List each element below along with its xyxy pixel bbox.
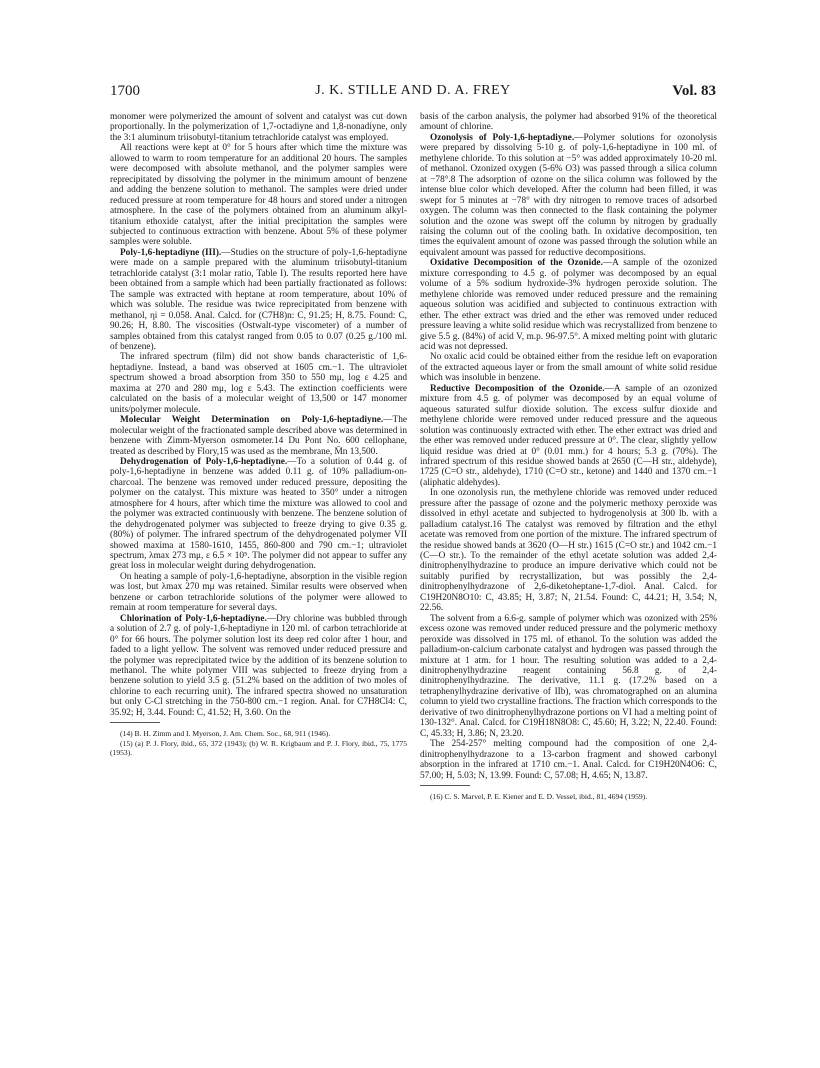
paragraph-text: —Dry chlorine was bubbled through a solution of 2.7 g. of poly-1,6-heptadiyne in 120 ml. of carbon tetrachloride at 0° for 66 hours. The polymer solution lost its deep red color after 1 hour, and faded to a light yellow. The solvent was removed under reduced pressure and the polymer was reprecipitated twice by the addition of its benzene solution to methanol. The white polymer VIII was subjected to freeze drying from a benzene solution to yield 3.5 g. (51.2% based on the addition of two moles of chlorine to each recurring unit). The infrared spectra showed no unsaturation but only C-Cl stretching in the 750-800 cm.−1 region. Anal. for C7H8Cl4: C, 35.92; H, 3.44. Found: C, 41.52; H, 3.60. On the	[110, 613, 407, 718]
page-number: 1700	[110, 83, 140, 99]
paragraph-text: —To a solution of 0.44 g. of poly-1,6-heptadiyne in benzene was added 0.11 g. of 10% palladium-on-charcoal. The benzene was removed under reduced pressure, depositing the polymer on the catalyst. This mixture was heated to 350° under a nitrogen atmosphere for 4 hours, after which time the mixture was allowed to cool and the polymer was extracted continuously with benzene. The benzene solution of the dehydrogenated polymer was subjected to freeze drying to give 0.35 g. (80%) of polymer. The infrared spectrum of the dehydrogenated polymer VII showed maxima at 1580-1610, 1455, 860-800 and 790 cm.−1; ultraviolet spectrum, λmax 273 mμ, ε 6.5 × 10⁵. The polymer did not appear to suffer any great loss in molecular weight during dehydrogenation.	[110, 456, 407, 572]
paragraph	[110, 143, 407, 248]
paragraph	[110, 614, 407, 719]
paragraph	[420, 488, 717, 613]
paragraph	[110, 112, 407, 143]
paragraph-text: —A sample of an ozonized mixture from 4.5 g. of polymer was decomposed by an equal volume of aqueous saturated sulfur dioxide solution. The excess sulfur dioxide and methylene chloride were removed under reduced pressure and the aqueous solution was continuously extracted with ether. The ether extract was dried and the ether was removed under reduced pressure at 0°. The clear, slightly yellow liquid residue was dried at 0° (0.01 mm.) for 4 hours; 5.3 g. (70%). The infrared spectrum of this residue showed bands at 2650 (C—H str., aldehyde), 1725 (C=O str., aldehyde), 1710 (C=O str., ketone) and 1440 and 1370 cm.−1 (aliphatic aldehydes).	[420, 383, 717, 488]
paragraph	[110, 248, 407, 353]
right-column	[420, 112, 717, 801]
running-authors: J. K. STILLE AND D. A. FREY	[315, 83, 511, 98]
footnotes	[110, 729, 407, 757]
paragraph-text: —The molecular weight of the fractionated sample described above was determined in benzene with Zimm-Myerson osmometer.14 Du Pont No. 600 cellophane, treated as described by Flory,15 was used as the membrane, M̄n 13,500.	[110, 415, 407, 457]
paragraph-text: The 254-257° melting compound had the composition of one 2,4-dinitrophenylhydrazone to a 13-carbon fragment and showed carbonyl absorption in the infrared at 1710 cm.−1. Anal. Calcd. for C19H20N4O6: C, 57.00; H, 5.03; N, 13.99. Found: C, 57.08; H, 4.65; N, 13.87.	[420, 739, 717, 781]
paragraph-text: No oxalic acid could be obtained either from the residue left on evaporation of the extracted aqueous layer or from the small amount of white solid residue which was insoluble in benzene.	[420, 352, 717, 384]
footnote: (14) B. H. Zimm and I. Myerson, J. Am. Chem. Soc., 68, 911 (1946).	[120, 729, 331, 739]
paragraph-text: basis of the carbon analysis, the polymer had absorbed 91% of the theoretical amount of chlorine.	[420, 112, 717, 133]
paragraph	[420, 739, 717, 781]
section-heading: Reductive Decomposition of the Ozonide.	[430, 383, 605, 394]
footnote: (15) (a) P. J. Flory, ibid., 65, 372 (1943); (b) W. R. Krigbaum and P. J. Flory, ibid., 75, 1775 (1953).	[110, 738, 407, 757]
section-heading: Molecular Weight Determination on Poly-1,6-heptadiyne.	[120, 415, 384, 426]
section-heading: Poly-1,6-heptadiyne (III).	[120, 247, 222, 258]
paragraph-text: —A sample of the ozonized mixture corresponding to 4.5 g. of polymer was decomposed by an equal volume of a 5% sodium hydroxide-3% hydrogen peroxide solution. The methylene chloride was removed under reduced pressure and the remaining aqueous solution was acidified and subjected to continuous extraction with ether. The ether extract was dried and the ether was removed under reduced pressure leaving a white solid residue which was recrystallized from benzene to give 5.5 g. (84%) of acid V, m.p. 96-97.5°. A mixed melting point with glutaric acid was not depressed.	[420, 258, 717, 352]
running-header	[110, 82, 716, 102]
footnote: (16) C. S. Marvel, P. E. Kiener and E. D. Vessel, ibid., 81, 4694 (1959).	[430, 792, 648, 801]
section-heading: Dehydrogenation of Poly-1,6-heptadiyne.	[120, 456, 288, 467]
paragraph-text: In one ozonolysis run, the methylene chloride was removed under reduced pressure after the passage of ozone and the polymeric methoxy peroxide was dissolved in ethyl acetate and subjected to hydrogenolysis at 300 lb. with a palladium catalyst.16 The catalyst was removed by filtration and the ethyl acetate was removed from one portion of the mixture. The infrared spectrum of the residue showed bands at 3620 (O—H str.) 1615 (C=O str.) and 1042 cm.−1 (C—O str.). To the remainder of the ethyl acetate solution was added 2,4-dinitrophenylhydrazine to produce an impure derivative which could not be suitably purified by recrystallization, but was possibly the 2,4-dinitrophenylhydrazone of 2,6-diketoheptane-1,7-diol. Anal. Calcd. for C19H20N8O10: C, 43.85; H, 3.87; N, 21.54. Found: C, 44.21; H, 3.54; N, 22.56.	[420, 488, 717, 614]
paragraph	[420, 133, 717, 258]
paragraph-text: The infrared spectrum (film) did not show bands characteristic of 1,6-heptadiyne. Instead, a band was observed at 1605 cm.−1. The ultraviolet spectrum showed a broad absorption from 350 to 550 mμ, log ε 4.25 and maxima at 270 and 280 mμ, log ε 5.43. The extinction coefficients were calculated on the basis of a molecular weight of 13,500 or 147 monomer units/polymer molecule.	[110, 352, 407, 415]
paragraph	[110, 415, 407, 457]
volume-label: Vol. 83	[672, 83, 716, 99]
paragraph	[110, 352, 407, 415]
section-heading: Oxidative Decomposition of the Ozonide.	[430, 258, 603, 269]
paragraph-text: All reactions were kept at 0° for 5 hours after which time the mixture was allowed to warm to room temperature for an additional 20 hours. The samples were decomposed with absolute methanol, and the polymer samples were reprecipitated by dissolving the polymer in the minimum amount of benzene and adding the benzene solution to methanol. The samples were dried under reduced pressure at room temperature for 48 hours and stored under a nitrogen atmosphere. In the case of the polymers obtained from an aluminum alkyl-titanium ethoxide catalyst, after the initial precipitation the samples were subjected to continuous extraction with benzene. About 5% of these polymer samples were soluble.	[110, 143, 407, 248]
paragraph	[110, 457, 407, 572]
footnote-divider	[420, 785, 470, 786]
paragraph-text: monomer were polymerized the amount of solvent and catalyst was cut down proportionally. In the polymerization of 1,7-octadiyne and 1,8-nonadiyne, only the 3:1 aluminum triisobutyl-titanium tetrachloride catalyst was employed.	[110, 112, 407, 143]
paragraph	[420, 352, 717, 383]
paragraph	[110, 572, 407, 614]
footnote-divider	[110, 722, 160, 723]
paragraph	[420, 384, 717, 489]
paragraph	[420, 258, 717, 352]
paragraph-text: —Studies on the structure of poly-1,6-heptadiyne were made on a sample prepared with the aluminum triisobutyl-titanium tetrachloride catalyst (3:1 molar ratio, Table I). The results reported here have been obtained from a sample which had been partially fractionated as follows: The sample was extracted with heptane at room temperature, about 10% of which was soluble. The residue was twice reprecipitated from benzene with methanol, ηi = 0.058. Anal. Calcd. for (C7H8)n: C, 91.25; H, 8.75. Found: C, 90.26; H, 8.80. The viscosities (Ostwalt-type viscometer) of a number of samples obtained from this catalyst ranged from 0.05 to 0.07 (0.25 g./100 ml. of benzene).	[110, 247, 407, 352]
paragraph	[420, 614, 717, 739]
section-heading: Ozonolysis of Poly-1,6-heptadiyne.	[430, 132, 575, 143]
paragraph-text: The solvent from a 6.6-g. sample of polymer which was ozonized with 25% excess ozone was removed under reduced pressure and the polymeric methoxy peroxide was dissolved in 175 ml. of ethanol. To the solution was added the palladium-on-calcium carbonate catalyst and hydrogen was passed through the mixture at 1 atm. for 1 hour. The resulting solution was added to a 2,4-dinitrophenylhydrazine reagent containing 56.8 g. of 2,4-dinitrophenylhydrazine. The derivative, 11.1 g. (17.2% based on a tetraphenylhydrazine derivative of IIb), was chromatographed on an alumina column to yield two crystalline fractions. The fraction which corresponds to the derivative of two dinitrophenylhydrazone portions on VI had a melting point of 130-132°. Anal. Calcd. for C19H18N8O8: C, 45.60; H, 3.22; N, 22.40. Found: C, 45.33; H, 3.86; N, 23.20.	[420, 613, 717, 739]
paragraph-text: —Polymer solutions for ozonolysis were prepared by dissolving 5-10 g. of poly-1,6-heptadiyne in 100 ml. of methylene chloride. To this solution at −5° was added approximately 10-20 ml. of methanol. Ozonized oxygen (5-6% O3) was passed through a silica column at −78°.8 The adsorption of ozone on the silica column was followed by the intense blue color which developed. After the column had been filled, it was swept for 5 minutes at −78° with dry nitrogen to remove traces of adsorbed oxygen. The column was then connected to the flask containing the polymer solution and the ozone was swept off the column by nitrogen by gradually raising the column out of the cooling bath. In oxidative decomposition, ten times the equivalent amount of ozone was passed through the solution while an equivalent amount was passed for reductive decompositions.	[420, 132, 717, 258]
paragraph-text: On heating a sample of poly-1,6-heptadiyne, absorption in the visible region was lost, but λmax 270 mμ was retained. Similar results were observed when benzene or carbon tetrachloride solutions of the polymer were allowed to remain at room temperature for several days.	[110, 571, 407, 614]
section-heading: Chlorination of Poly-1,6-heptadiyne.	[120, 613, 267, 624]
paragraph	[420, 112, 717, 133]
left-column	[110, 112, 407, 757]
footnotes	[420, 792, 717, 801]
